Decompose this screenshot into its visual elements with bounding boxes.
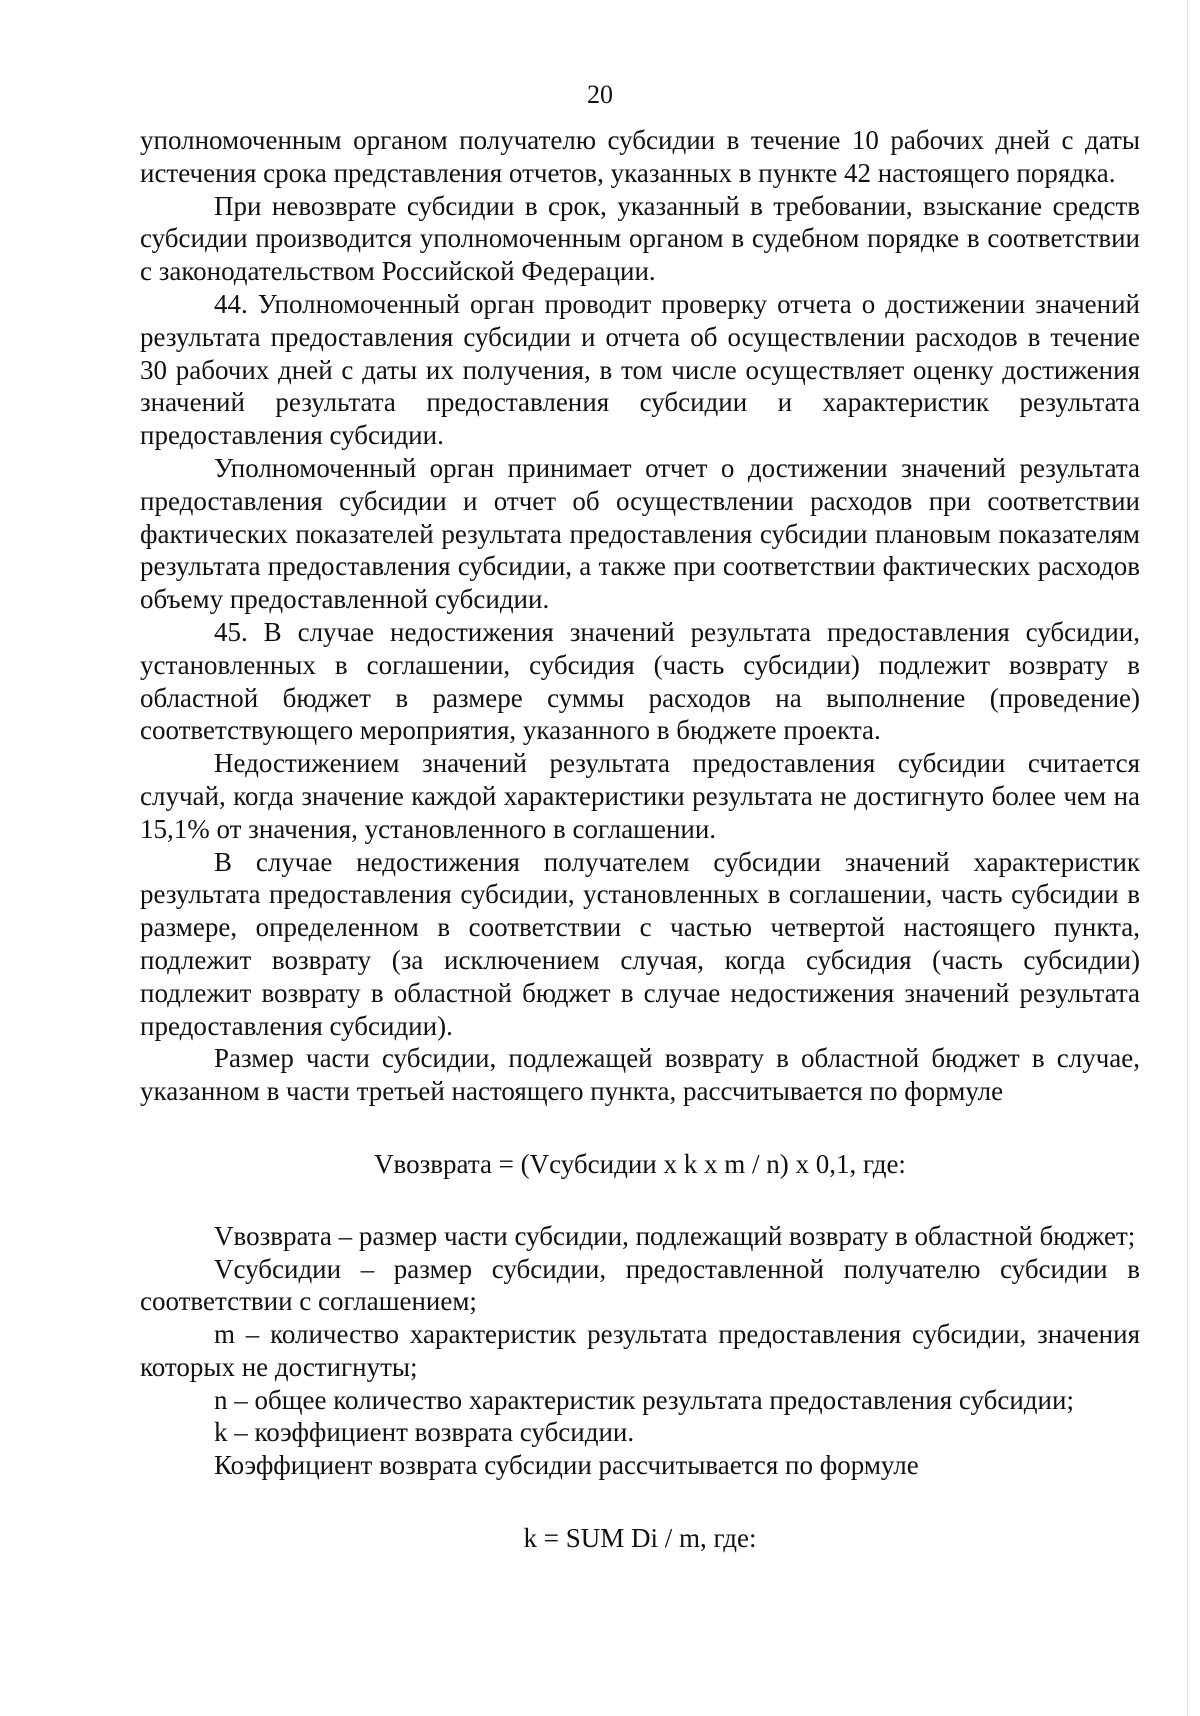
paragraph-continuation: уполномоченным органом получателю субсидии в течение 10 рабочих дней с даты истечения срока представления отчетов, указанных в пункте 42 настоящего порядка. [140, 125, 1140, 188]
page-number: 20 [587, 80, 613, 109]
paragraph-item-44: 44. Уполномоченный орган проводит проверку отчета о достижении значений результата предоставления субсидии и отчета об осуществлении расходов в течение 30 рабочих дней с даты их получения, в том числе осуществляет оценку достижения значений результата предоставления субсидии и характеристик результата предоставления субсидии. [140, 288, 1140, 451]
formula-refund-amount: Vвозврата = (Vсубсидии x k x m / n) x 0,1, где: [374, 1148, 906, 1179]
definition-item: m – количество характеристик результата предоставления субсидии, значения которых не достигнуты; [140, 1319, 1140, 1382]
paragraph-item-45: 45. В случае недостижения значений результата предоставления субсидии, установленных в соглашении, субсидия (часть субсидии) подлежит возврату в областной бюджет в размере суммы расходов на выполнение (проведение) соответствующего мероприятия, указанного в бюджете проекта. [140, 616, 1140, 746]
document-body [140, 124, 1140, 1555]
definition-item: k – коэффициент возврата субсидии. [214, 1417, 635, 1448]
paragraph: Недостижением значений результата предоставления субсидии считается случай, когда значение каждой характеристики результата не достигнуто более чем на 15,1% от значения, установленного в соглашении. [140, 748, 1140, 844]
definition-item: Vвозврата – размер части субсидии, подлежащий возврату в областной бюджет; [214, 1220, 1136, 1251]
paragraph: Размер части субсидии, подлежащей возврату в областной бюджет в случае, указанном в части третьей настоящего пункта, рассчитывается по формуле [140, 1043, 1140, 1107]
paragraph: В случае недостижения получателем субсидии значений характеристик результата предоставления субсидии, установленных в соглашении, часть субсидии в размере, определенном в соответствии с частью четвертой настоящего пункта, подлежит возврату (за исключением случая, когда субсидия (часть субсидии) подлежит возврату в областной бюджет в случае недостижения значений результата предоставления субсидии). [140, 846, 1140, 1041]
definition-item: Vсубсидии – размер субсидии, предоставленной получателю субсидии в соответствии с соглашением; [140, 1253, 1140, 1317]
scan-edge-line [1187, 0, 1188, 1716]
definition-item: n – общее количество характеристик результата предоставления субсидии; [214, 1384, 1074, 1415]
formula-refund-coefficient: k = SUM Di / m, где: [523, 1523, 757, 1554]
paragraph: При невозврате субсидии в срок, указанный в требовании, взыскание средств субсидии производится уполномоченным органом в судебном порядке в соответствии с законодательством Российской Федерации. [140, 190, 1140, 287]
paragraph: Уполномоченный орган принимает отчет о достижении значений результата предоставления субсидии и отчет об осуществлении расходов при соответствии фактических показателей результата предоставления субсидии плановым показателям результата предоставления субсидии, а также при соответствии фактических расходов объему предоставленной субсидии. [140, 452, 1140, 615]
paragraph: Коэффициент возврата субсидии рассчитывается по формуле [214, 1450, 919, 1481]
